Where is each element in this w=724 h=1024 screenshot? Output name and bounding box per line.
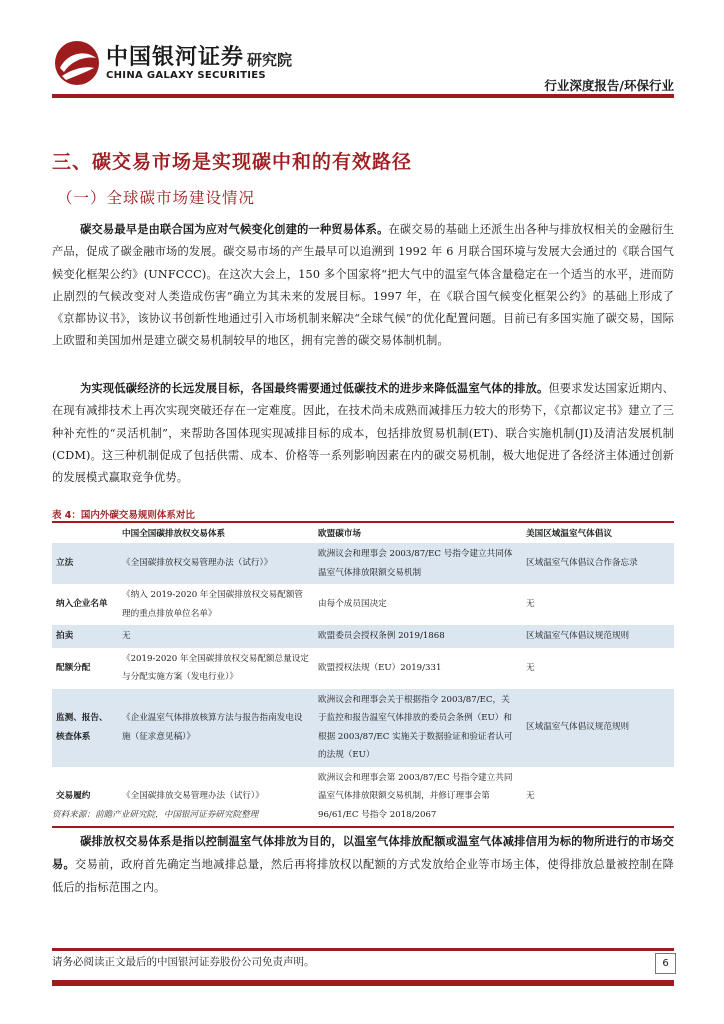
comparison-table <box>52 521 674 828</box>
table-row-label: 交易履约 <box>52 767 118 828</box>
table-header-cell: 中国全国碳排放权交易体系 <box>118 522 314 543</box>
table-cell: 欧洲议会和理事会 2003/87/EC 号指令建立共同体温室气体排放限额交易机制 <box>314 543 522 584</box>
table-header-cell: 美国区域温室气体倡议 <box>522 522 674 543</box>
institute-label: 研究院 <box>247 51 293 69</box>
table-cell: 《2019-2020 年全国碳排放权交易配额总量设定与分配实施方案（发电行业）》 <box>122 653 309 682</box>
header-divider <box>52 94 674 98</box>
table-caption: 表 4：国内外碳交易规则体系对比 <box>52 510 195 521</box>
table-row-label: 监测、报告、核查体系 <box>52 689 118 767</box>
footer-divider <box>52 948 674 951</box>
paragraph-2-text: 但要求发达国家近期内、在现有减排技术上再次实现突破还存在一定难度。因此，在技术尚未成熟而减排压力较大的形势下，《京都议定书》建立了三种补充性的“灵活机制”，来帮助各国体现实现减排目标的成本，包括排放贸易机制(ET)、联合实施机制(JI)及清洁发展机制(CDM)。这三种机制促成了包括供需、成本、价格等一系列影响因素在内的碳交易机制，极大地促进了各经济主体通过创新的发展模式赢取竞争优势。 <box>52 382 675 485</box>
table-header-row <box>52 522 674 543</box>
table-cell: 无 <box>118 625 314 648</box>
table-cell: 区域温室气体倡议合作备忘录 <box>522 543 674 584</box>
table-row <box>52 648 674 689</box>
table-cell: 区域温室气体倡议规范规则 <box>522 625 674 648</box>
brand-name-en: CHINA GALAXY SECURITIES <box>106 70 266 81</box>
report-type: 行业深度报告/环保行业 <box>544 78 674 93</box>
table-cell: 《全国碳排放权交易管理办法（试行）》 <box>118 543 314 584</box>
table-cell: 由每个成员国决定 <box>318 599 387 610</box>
table-header-cell <box>52 522 118 543</box>
table-row <box>52 543 674 584</box>
table-cell: 欧洲议会和理事会关于根据指令 2003/87/EC，关于监控和报告温室气体排放的委员会条例（EU）和根据 2003/87/EC 实施关于数据验证和验证者认可的法规（EU） <box>314 689 522 767</box>
footer-bar <box>52 980 674 986</box>
table-cell: 无 <box>526 662 535 673</box>
table-header-cell: 欧盟碳市场 <box>314 522 522 543</box>
table-row-label: 立法 <box>52 543 118 584</box>
paragraph-1-lead: 碳交易最早是由联合国为应对气候变化创建的一种贸易体系。 <box>80 222 389 236</box>
paragraph-2-lead: 为实现低碳经济的长远发展目标，各国最终需要通过低碳技术的进步来降低温室气体的排放。 <box>80 381 549 395</box>
subsection-heading: （一）全球碳市场建设情况 <box>57 189 256 207</box>
table-row <box>52 625 674 648</box>
paragraph-1-text: 在碳交易的基础上还派生出各种与排放权相关的金融衍生产品，促成了碳金融市场的发展。碳交易市场的产生最早可以追溯到 1992 年 6 月联合国环境与发展大会通过的《联合国气候变化框架公约》(UNFCCC)。在这次大会上，150 多个国家将“把大气中的温室气体含量稳定在一个适当的水平，进而防止剧烈的气候改变对人类造成伤害”确立为其未来的发展目标。1997 年，在《联合国气候变化框架公约》的基础上形成了《京都协议书》，该协议书创新性地通过引入市场机制来解决“全球气候”的优化配置问题。目前已有多国实施了碳交易，国际上欧盟和美国加州是建立碳交易机制较早的地区，拥有完善的碳交易体制机制。 <box>52 223 674 348</box>
galaxy-logo-icon <box>52 38 102 88</box>
table-cell: 《全国碳排放交易管理办法（试行）》 <box>118 767 314 828</box>
table-cell: 无 <box>526 599 535 610</box>
table-row <box>52 689 674 767</box>
table-cell: 欧洲议会和理事会第 2003/87/EC 号指令建立共同温室气体排放限额交易机制，并修订理事会第 96/61/EC 号指令 2018/2067 <box>314 767 522 828</box>
table-cell: 《企业温室气体排放核算方法与报告指南发电设施（征求意见稿）》 <box>118 689 314 767</box>
table-cell: 无 <box>522 767 674 828</box>
paragraph-3-text: 交易前，政府首先确定当地减排总量，然后再将排放权以配额的方式发放给企业等市场主体，使得排放总量被控制在降低后的指标范围之内。 <box>52 858 674 894</box>
table-row <box>52 584 674 625</box>
paragraph-2 <box>52 377 674 489</box>
table-cell: 欧盟授权法规（EU）2019/331 <box>318 662 442 673</box>
paragraph-1 <box>52 218 674 353</box>
table-source: 资料来源：前瞻产业研究院，中国银河证券研究院整理 <box>52 810 259 820</box>
footer-disclaimer: 请务必阅读正文最后的中国银河证券股份公司免责声明。 <box>52 956 315 968</box>
brand-name-cn: 中国银河证券 <box>106 45 245 70</box>
table-cell: 欧盟委员会授权条例 2019/1868 <box>314 625 522 648</box>
paragraph-3 <box>52 830 674 899</box>
table-cell: 《纳入 2019-2020 年全国碳排放权交易配额管理的重点排放单位名单》 <box>122 590 304 619</box>
table-row-label: 配额分配 <box>56 662 91 673</box>
paragraph-3-lead: 碳排放权交易体系是指以控制温室气体排放为目的，以温室气体排放配额或温室气体减排信用为标的物所进行的市场交易。 <box>52 834 674 872</box>
table-cell: 区域温室气体倡议规范规则 <box>522 689 674 767</box>
table-row-label: 纳入企业名单 <box>56 599 108 610</box>
section-heading: 三、碳交易市场是实现碳中和的有效路径 <box>52 151 413 173</box>
page-number: 6 <box>655 953 676 974</box>
table-row-label: 拍卖 <box>52 625 118 648</box>
